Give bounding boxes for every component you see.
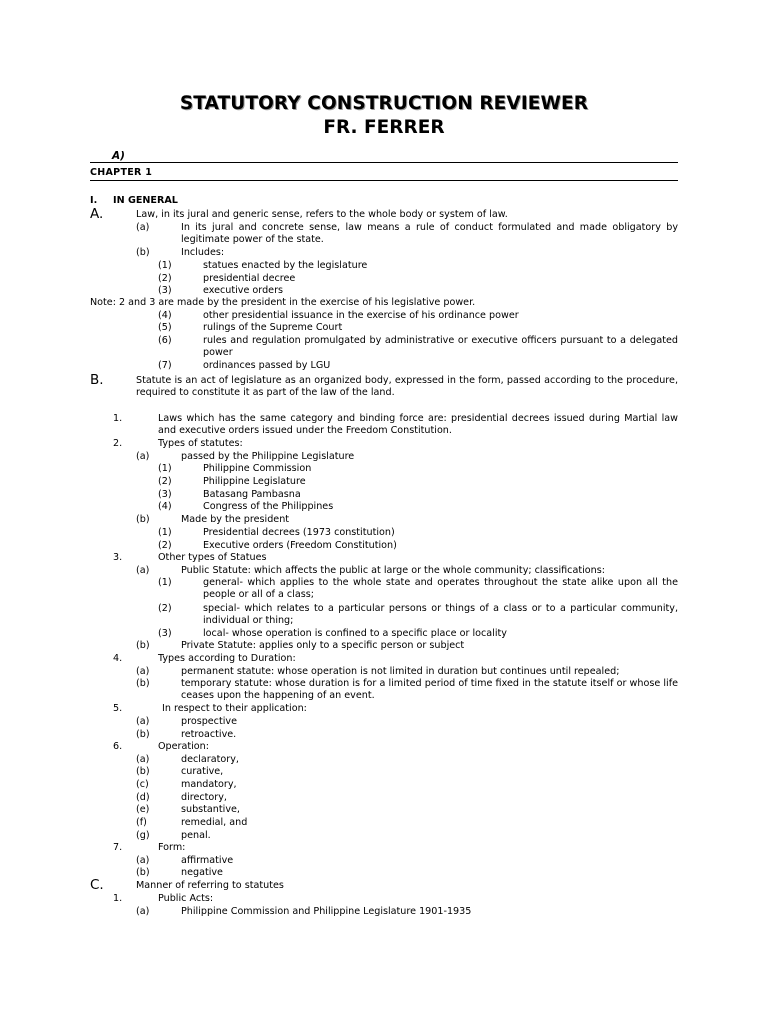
text-line: (2) — [158, 476, 172, 487]
text-line: (a) — [136, 451, 150, 462]
text-line: (5) — [158, 322, 172, 333]
text-line: Law, in its jural and generic sense, refers to the whole body or system of law. — [136, 209, 508, 220]
text-line: Statute is an act of legislature as an organized body, expressed in the form, passed according to the procedure, required to constitute it as part of the law of the land. — [136, 375, 678, 398]
text-line: Made by the president — [181, 514, 290, 525]
document-author: FR. FERRER — [323, 117, 445, 138]
text-line: (7) — [158, 360, 172, 371]
text-line: Public Statute: which affects the public at large or the whole community; classifications: — [181, 565, 605, 576]
text-line: IN GENERAL — [113, 195, 178, 206]
text-line: prospective — [181, 716, 237, 727]
text-line: Form: — [158, 842, 186, 853]
text-line: (b) — [136, 678, 150, 689]
text-line: (a) — [136, 222, 150, 233]
text-line: (b) — [136, 867, 150, 878]
chapter-heading: CHAPTER 1 — [90, 167, 153, 178]
text-line: (1) — [158, 527, 172, 538]
text-line: Philippine Commission and Philippine Legislature 1901-1935 — [181, 906, 472, 917]
text-line: (a) — [136, 666, 150, 677]
chapter-rule-bottom — [90, 180, 678, 181]
text-line: Includes: — [181, 247, 225, 258]
text-line: presidential decree — [203, 273, 296, 284]
text-line: (3) — [158, 285, 172, 296]
text-line: (1) — [158, 577, 172, 588]
text-line: Note: 2 and 3 are made by the president in the exercise of his legislative power. — [90, 297, 476, 308]
text-line: special- which relates to a particular persons or things of a class or to a particular community, individual or thing; — [203, 603, 678, 626]
text-line: 1. — [113, 413, 123, 424]
text-line: penal. — [181, 830, 211, 841]
text-line: (4) — [158, 501, 172, 512]
text-line: (a) — [136, 716, 150, 727]
text-line: Presidential decrees (1973 constitution) — [203, 527, 395, 538]
text-line: directory, — [181, 792, 227, 803]
text-line: I. — [90, 195, 98, 206]
text-line: (f) — [136, 817, 147, 828]
text-line: (2) — [158, 603, 172, 614]
text-line: affirmative — [181, 855, 234, 866]
text-line: (3) — [158, 489, 172, 500]
text-line: 6. — [113, 741, 123, 752]
text-line: Operation: — [158, 741, 209, 752]
text-line: 4. — [113, 653, 123, 664]
text-line: (6) — [158, 335, 172, 346]
text-line: (b) — [136, 640, 150, 651]
text-line: Batasang Pambasna — [203, 489, 301, 500]
text-line: declaratory, — [181, 754, 239, 765]
text-line: (b) — [136, 514, 150, 525]
text-line: substantive, — [181, 804, 240, 815]
text-line: ordinances passed by LGU — [203, 360, 331, 371]
text-line: Philippine Legislature — [203, 476, 306, 487]
text-line: 5. — [113, 703, 123, 714]
text-line: Types according to Duration: — [158, 653, 296, 664]
text-line: Philippine Commission — [203, 463, 312, 474]
text-line: 7. — [113, 842, 123, 853]
text-line: A. — [90, 206, 104, 222]
text-line: negative — [181, 867, 223, 878]
text-line: (b) — [136, 247, 150, 258]
text-line: (a) — [136, 754, 150, 765]
text-line: Laws which has the same category and binding force are: presidential decrees issued during Martial law and executive orders issued under the Freedom Constitution. — [158, 413, 678, 436]
document-title: STATUTORY CONSTRUCTION REVIEWER — [179, 93, 589, 114]
text-line: executive orders — [203, 285, 284, 296]
text-line: (b) — [136, 766, 150, 777]
text-line: (g) — [136, 830, 150, 841]
text-line: rules and regulation promulgated by administrative or executive officers pursuant to a delegated power — [203, 335, 678, 358]
text-line: permanent statute: whose operation is not limited in duration but continues until repealed; — [181, 666, 620, 677]
text-line: In its jural and concrete sense, law means a rule of conduct formulated and made obligatory by legitimate power of the state. — [181, 222, 678, 245]
text-line: 1. — [113, 893, 123, 904]
text-line: (e) — [136, 804, 150, 815]
text-line: retroactive. — [181, 729, 237, 740]
text-line: (d) — [136, 792, 150, 803]
text-line: (3) — [158, 628, 172, 639]
text-line: (a) — [136, 565, 150, 576]
text-line: 2. — [113, 438, 123, 449]
text-line: Types of statutes: — [158, 438, 243, 449]
text-line: C. — [90, 877, 104, 893]
text-line: curative, — [181, 766, 224, 777]
text-line: statues enacted by the legislature — [203, 260, 368, 271]
text-line: (2) — [158, 273, 172, 284]
text-line: (a) — [136, 906, 150, 917]
text-line: rulings of the Supreme Court — [203, 322, 343, 333]
text-line: Public Acts: — [158, 893, 214, 904]
text-line: Private Statute: applies only to a specific person or subject — [181, 640, 465, 651]
text-line: remedial, and — [181, 817, 248, 828]
text-line: (1) — [158, 463, 172, 474]
text-line: mandatory, — [181, 779, 237, 790]
text-line: (1) — [158, 260, 172, 271]
text-line: (2) — [158, 540, 172, 551]
text-line: Other types of Statues — [158, 552, 267, 563]
text-line: other presidential issuance in the exercise of his ordinance power — [203, 310, 519, 321]
text-line: passed by the Philippine Legislature — [181, 451, 355, 462]
text-line: 3. — [113, 552, 123, 563]
text-line: Executive orders (Freedom Constitution) — [203, 540, 397, 551]
text-line: local- whose operation is confined to a specific place or locality — [203, 628, 507, 639]
text-line: temporary statute: whose duration is for a limited period of time fixed in the statute itself or whose life ceases upon the happening of an event. — [181, 678, 678, 701]
text-line: (b) — [136, 729, 150, 740]
text-line: Congress of the Philippines — [203, 501, 334, 512]
text-line: In respect to their application: — [162, 703, 307, 714]
text-line: (c) — [136, 779, 149, 790]
text-line: Manner of referring to statutes — [136, 880, 284, 891]
text-line: general- which applies to the whole state and operates throughout the state alike upon all the people or all of a class; — [203, 577, 678, 600]
text-line: (4) — [158, 310, 172, 321]
subsection-marker: A) — [112, 150, 125, 162]
text-line: (a) — [136, 855, 150, 866]
chapter-rule-top — [90, 162, 678, 163]
text-line: B. — [90, 372, 104, 388]
